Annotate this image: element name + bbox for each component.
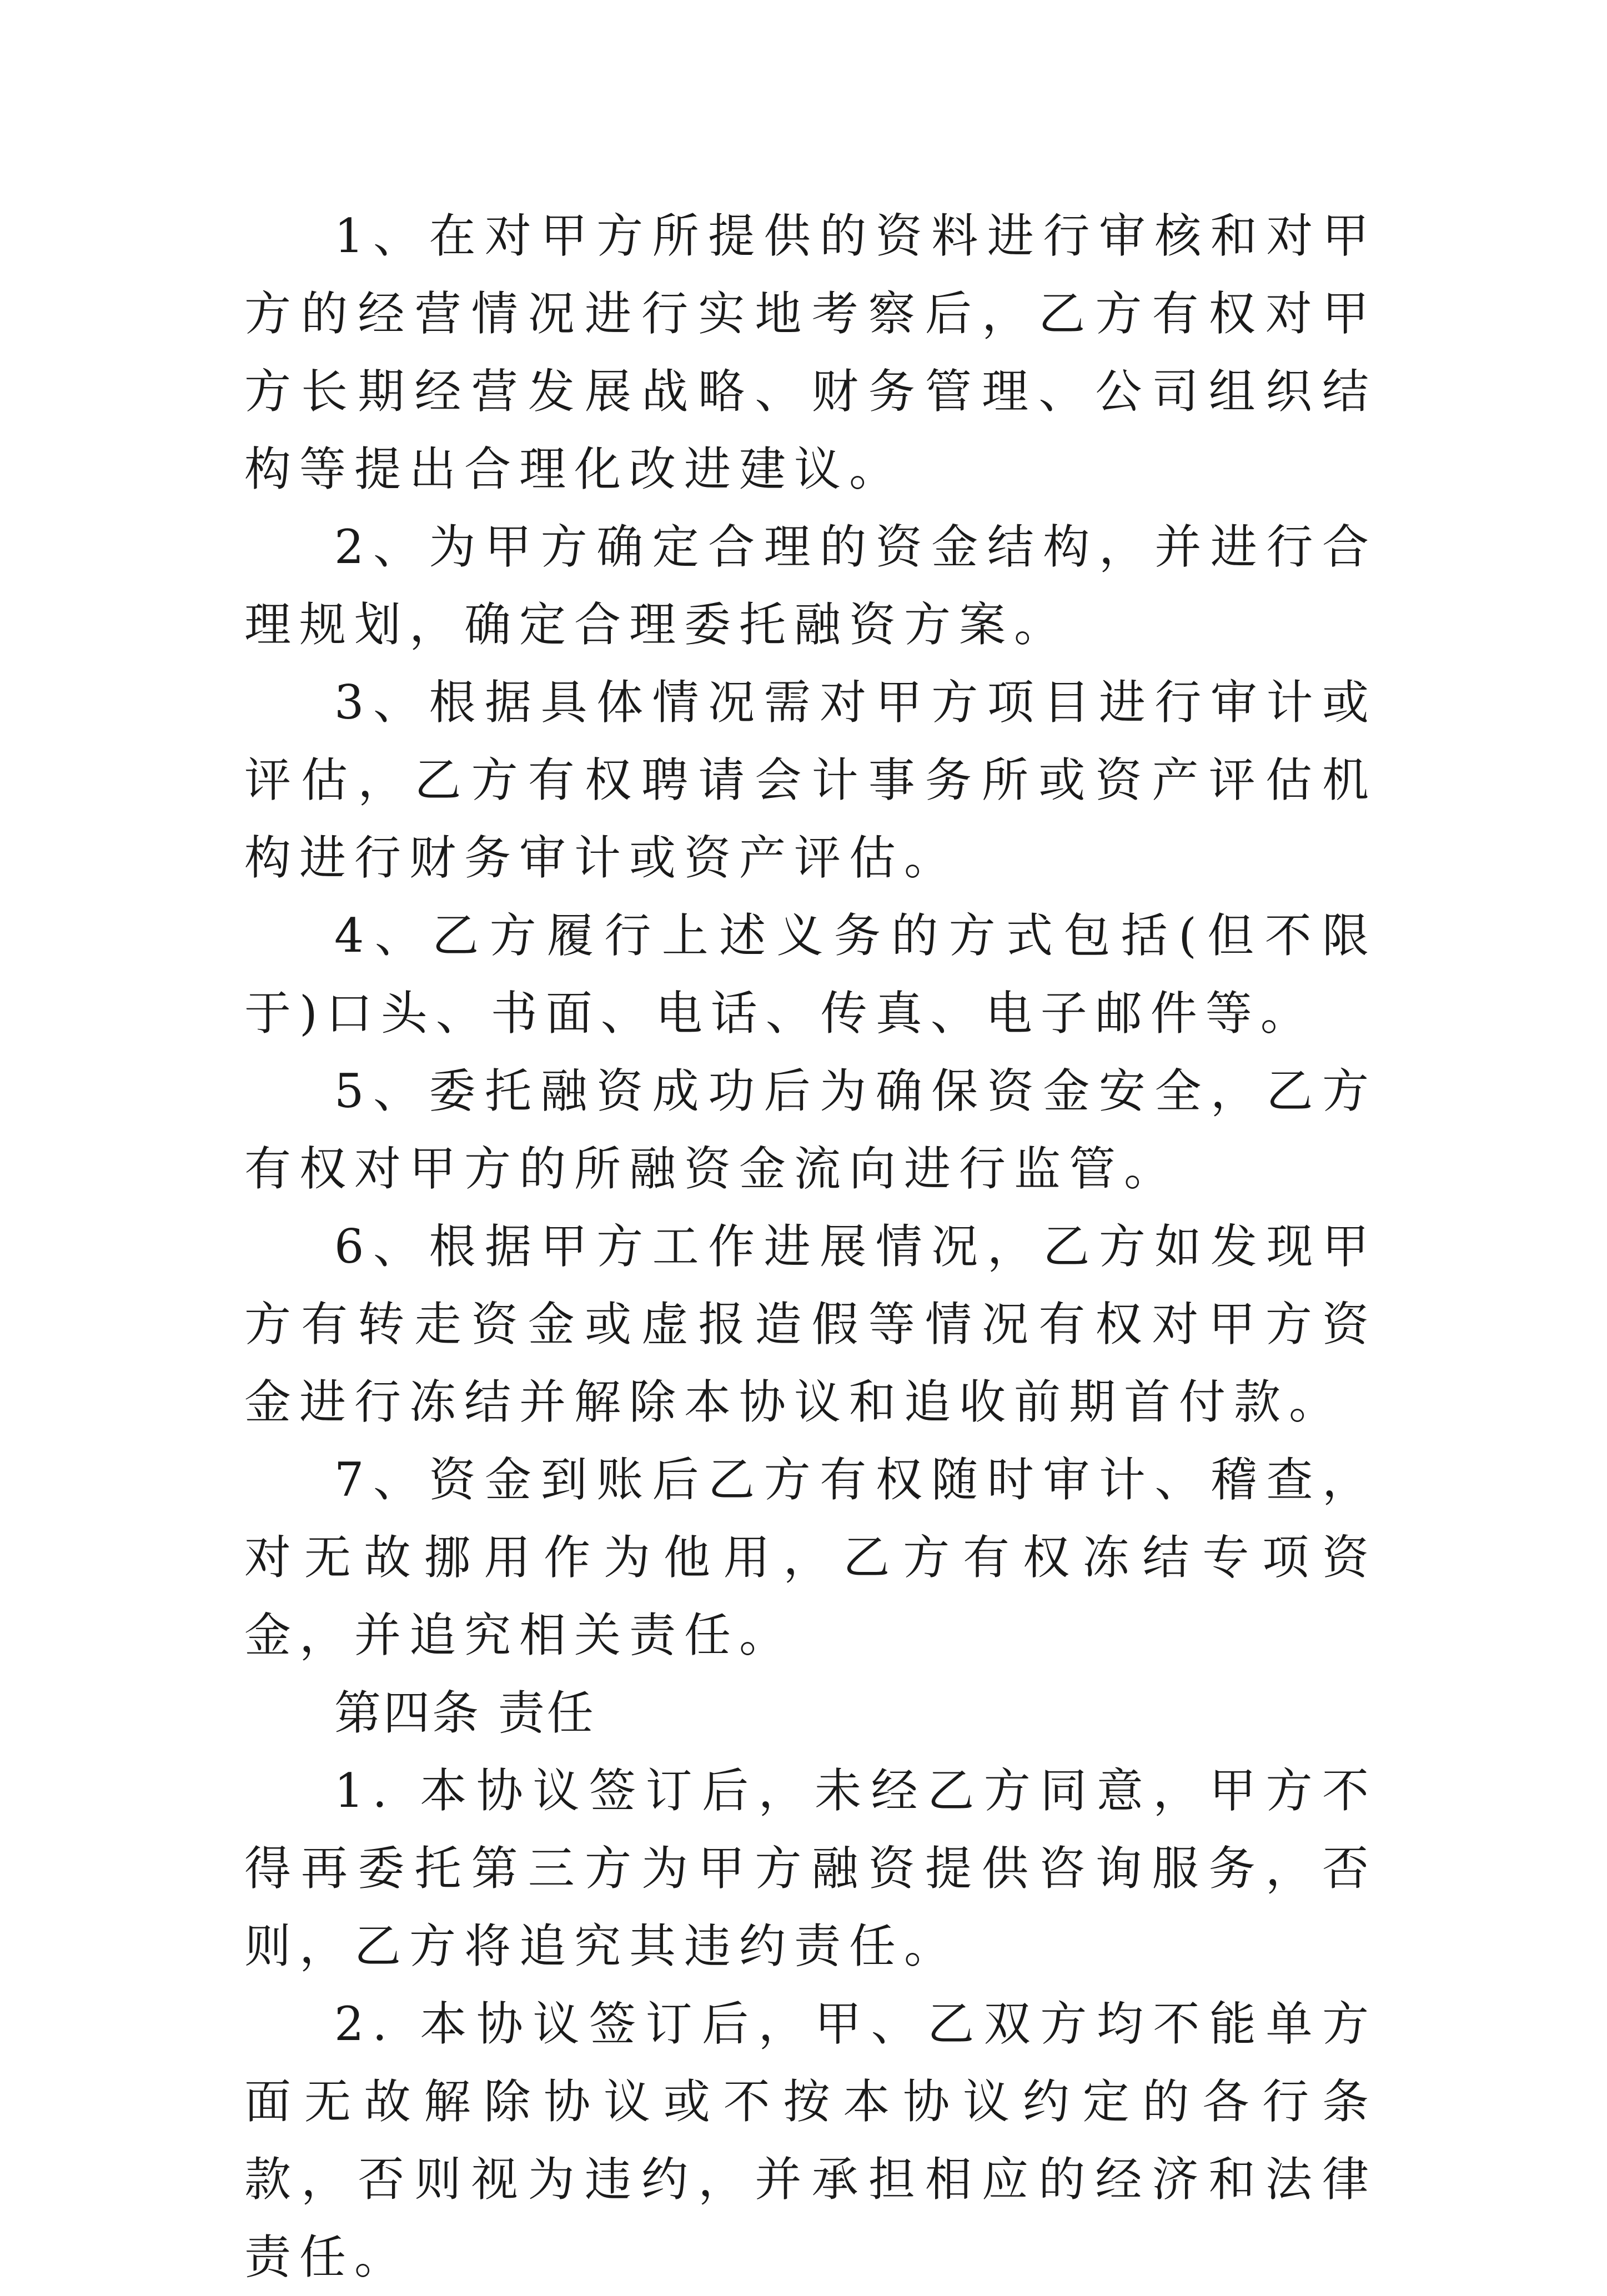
clause-paragraph-1: 1、在对甲方所提供的资料进行审核和对甲方的经营情况进行实地考察后，乙方有权对甲方长期经营发展战略、财务管理、公司组织结构等提出合理化改进建议。 bbox=[244, 209, 1377, 496]
section-heading: 第四条 责任 bbox=[334, 1686, 596, 1740]
document-body bbox=[244, 197, 1377, 2296]
clause-paragraph-6: 6、根据甲方工作进展情况，乙方如发现甲方有转走资金或虚报造假等情况有权对甲方资金进行冻结并解除本协议和追收前期首付款。 bbox=[244, 1219, 1377, 1429]
liability-paragraph-2: 2. 本协议签订后，甲、乙双方均不能单方面无故解除协议或不按本协议约定的各行条款，否则视为违约，并承担相应的经济和法律责任。 bbox=[244, 1997, 1377, 2284]
clause-paragraph-3: 3、根据具体情况需对甲方项目进行审计或评估，乙方有权聘请会计事务所或资产评估机构进行财务审计或资产评估。 bbox=[244, 675, 1377, 885]
clause-paragraph-4: 4、乙方履行上述义务的方式包括(但不限于)口头、书面、电话、传真、电子邮件等。 bbox=[244, 908, 1377, 1041]
clause-paragraph-2: 2、为甲方确定合理的资金结构，并进行合理规划，确定合理委托融资方案。 bbox=[244, 520, 1377, 652]
clause-paragraph-5: 5、委托融资成功后为确保资金安全，乙方有权对甲方的所融资金流向进行监管。 bbox=[244, 1064, 1377, 1196]
liability-paragraph-1: 1. 本协议签订后，未经乙方同意，甲方不得再委托第三方为甲方融资提供咨询服务，否则，乙方将追究其违约责任。 bbox=[244, 1764, 1377, 1973]
clause-paragraph-7: 7、资金到账后乙方有权随时审计、稽查，对无故挪用作为他用，乙方有权冻结专项资金，并追究相关责任。 bbox=[244, 1453, 1377, 1662]
